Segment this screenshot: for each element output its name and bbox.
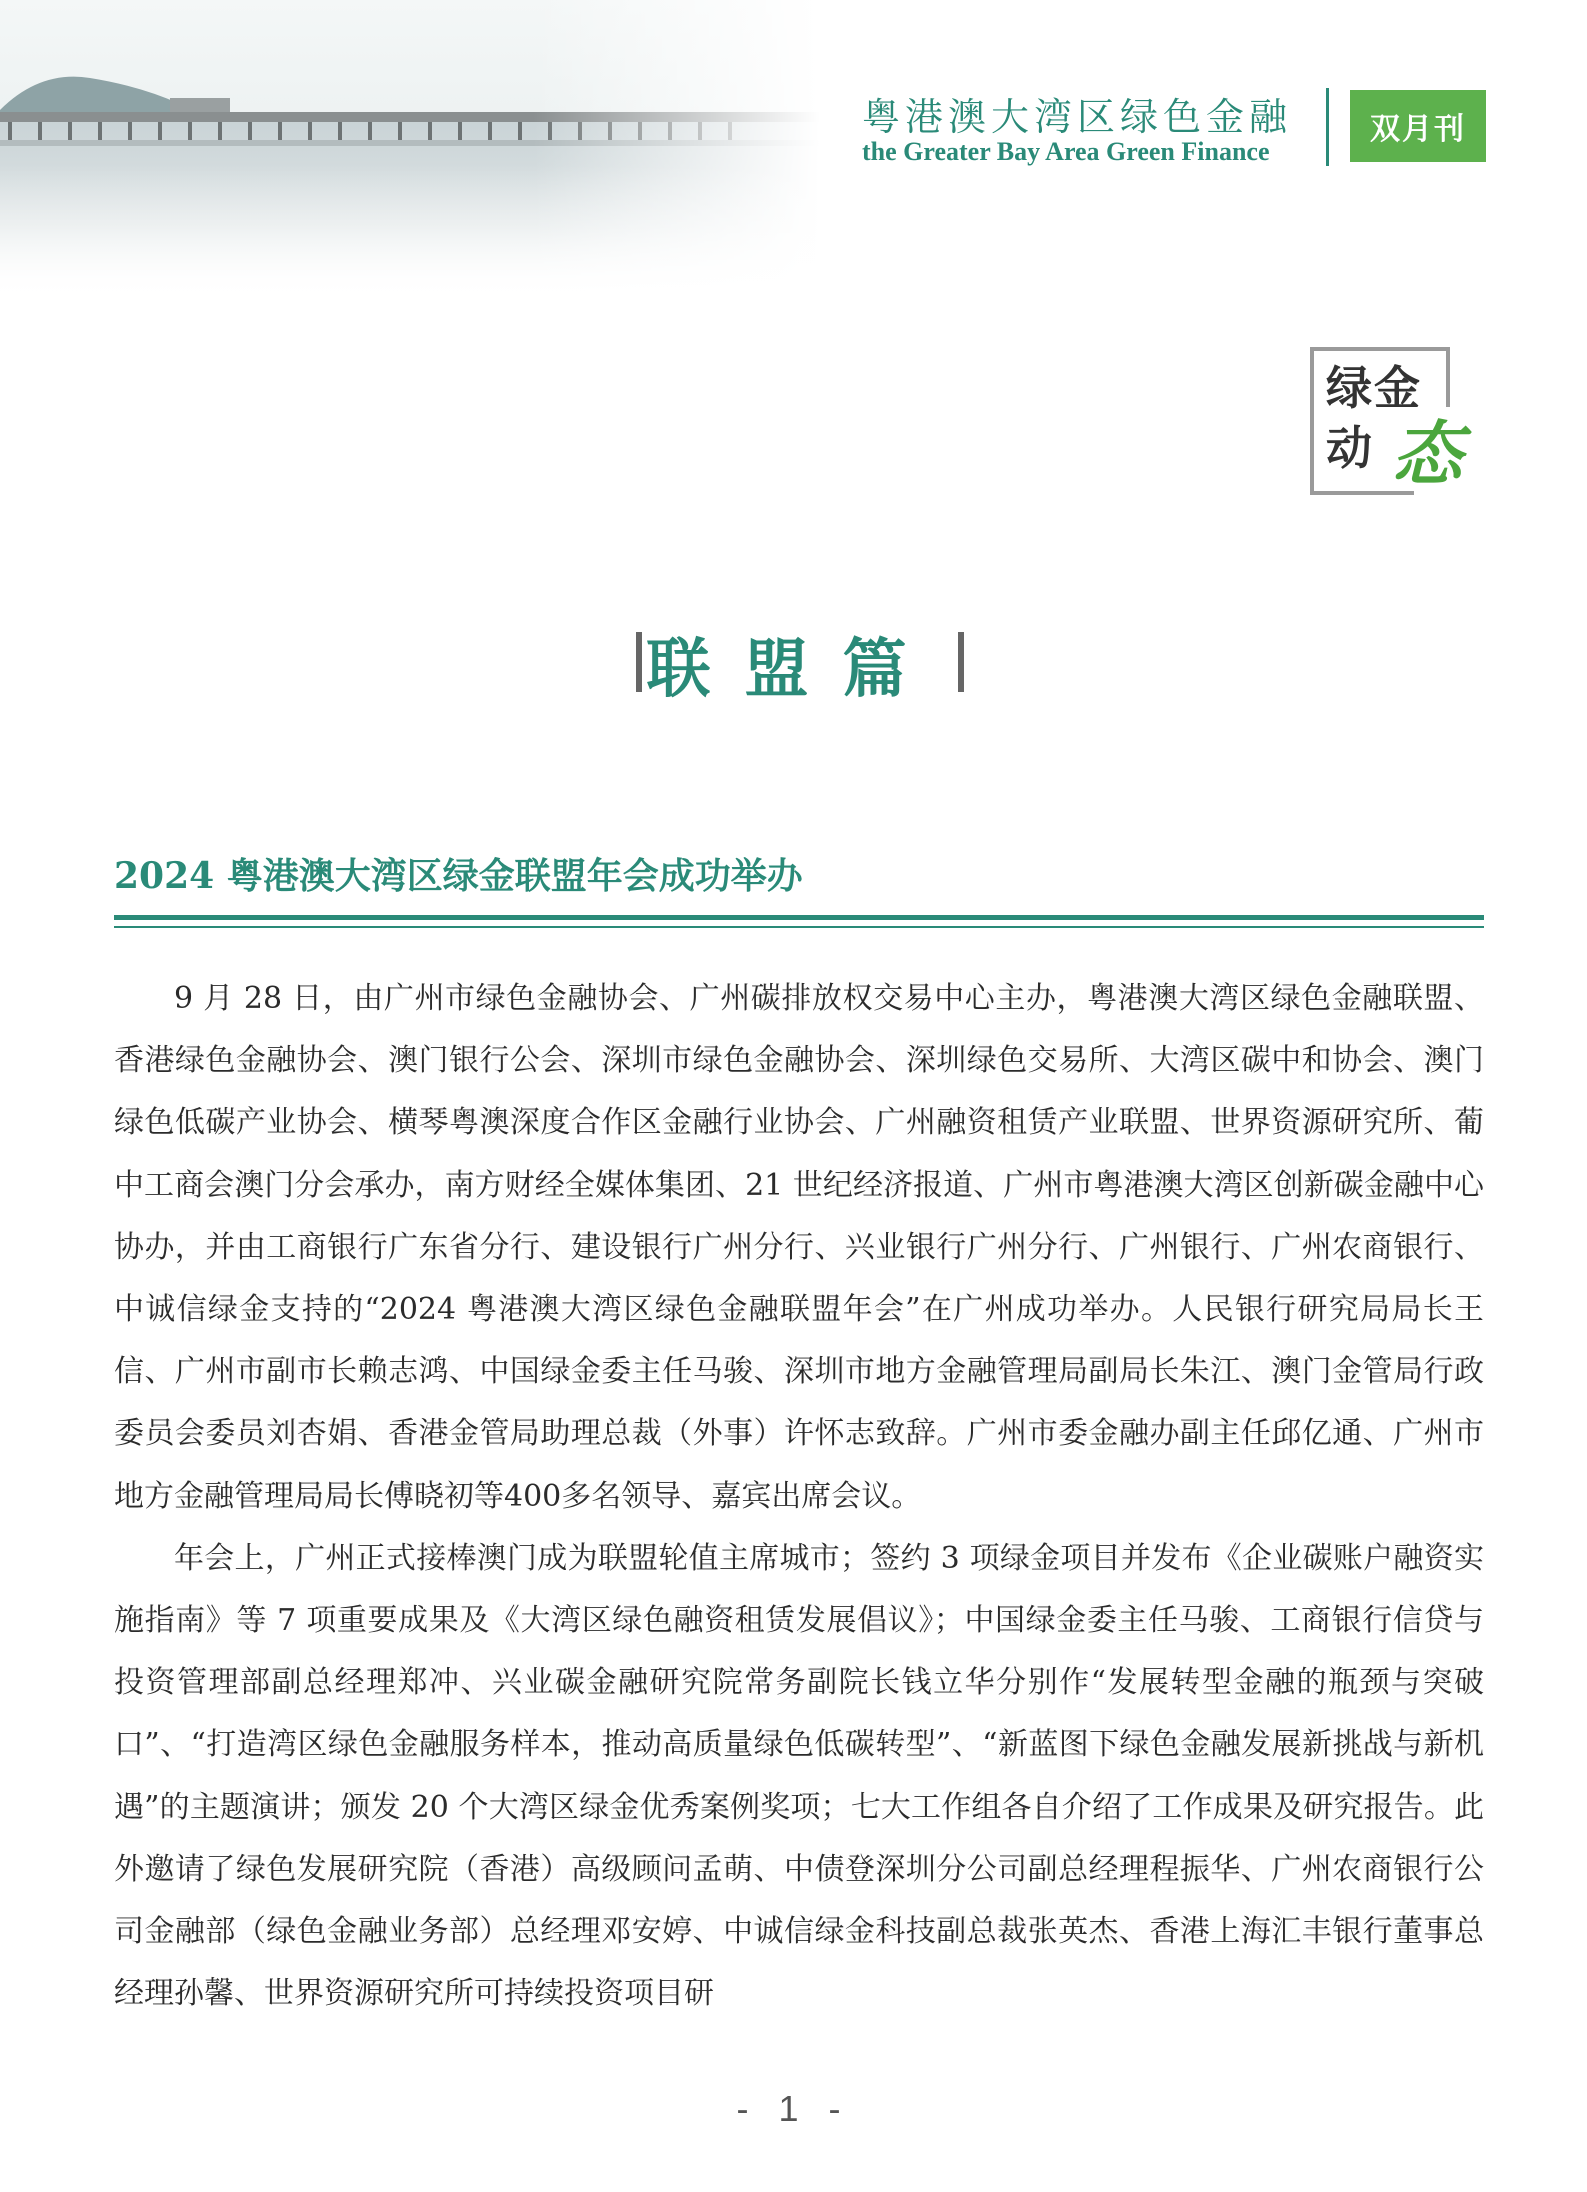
badge-frame-bottom: [1310, 491, 1390, 495]
page-number: - 1 -: [736, 2088, 851, 2129]
article-body: [114, 968, 1484, 2025]
article-paragraph: 年会上，广州正式接棒澳门成为联盟轮值主席城市；签约 3 项绿金项目并发布《企业碳账户融资实施指南》等 7 项重要成果及《大湾区绿色融资租赁发展倡议》；中国绿金委主任马骏、工商银行信贷与投资管理部副总经理郑冲、兴业碳金融研究院常务副院长钱立华分别作“发展转型金融的瓶颈与突破口”、“打造湾区绿色金融服务样本，推动高质量绿色低碳转型”、“新蓝图下绿色金融发展新挑战与新机遇”的主题演讲；颁发 20 个大湾区绿金优秀案例奖项；七大工作组各自介绍了工作成果及研究报告。此外邀请了绿色发展研究院（香港）高级顾问孟萌、中债登深圳分公司副总经理程振华、广州农商银行公司金融部（绿色金融业务部）总经理邓安婷、中诚信绿金科技副总裁张英杰、香港上海汇丰银行董事总经理孙馨、世界资源研究所可持续投资项目研: [114, 1540, 1484, 2012]
badge-text-line1: 绿金: [1326, 361, 1422, 415]
column-badge: [1310, 347, 1465, 495]
section-title: 联盟篇: [646, 632, 941, 707]
badge-frame-right: [1446, 347, 1450, 407]
masthead-divider: [1326, 88, 1329, 166]
headline-rule-thick: [114, 915, 1484, 920]
section-title-bar-right: [958, 632, 964, 692]
masthead-title-en: the Greater Bay Area Green Finance: [862, 137, 1270, 166]
badge-text-accent: 态: [1392, 412, 1462, 495]
masthead-title-cn: 粤港澳大湾区绿色金融: [862, 95, 1293, 139]
badge-text-line2: 动: [1326, 421, 1372, 475]
headline-rule-thin: [114, 926, 1484, 928]
article-paragraph: 9 月 28 日，由广州市绿色金融协会、广州碳排放权交易中心主办，粤港澳大湾区绿色金融联盟、香港绿色金融协会、澳门银行公会、深圳市绿色金融协会、深圳绿色交易所、大湾区碳中和协会、澳门绿色低碳产业协会、横琴粤澳深度合作区金融行业协会、广州融资租赁产业联盟、世界资源研究所、葡中工商会澳门分会承办，南方财经全媒体集团、21 世纪经济报道、广州市粤港澳大湾区创新碳金融中心协办，并由工商银行广东省分行、建设银行广州分行、兴业银行广州分行、广州银行、广州农商银行、中诚信绿金支持的“2024 粤港澳大湾区绿色金融联盟年会”在广州成功举办。人民银行研究局局长王信、广州市副市长赖志鸿、中国绿金委主任马骏、深圳市地方金融管理局副局长朱江、澳门金管局行政委员会委员刘杏娟、香港金管局助理总裁（外事）许怀志致辞。广州市委金融办副主任邱亿通、广州市地方金融管理局局长傅晓初等400多名领导、嘉宾出席会议。: [114, 981, 1484, 1514]
frequency-badge: 双月刊: [1350, 90, 1486, 162]
badge-frame-top: [1410, 347, 1450, 351]
article-headline: 2024 粤港澳大湾区绿金联盟年会成功举办: [114, 855, 803, 897]
header-banner-image: [0, 0, 820, 300]
